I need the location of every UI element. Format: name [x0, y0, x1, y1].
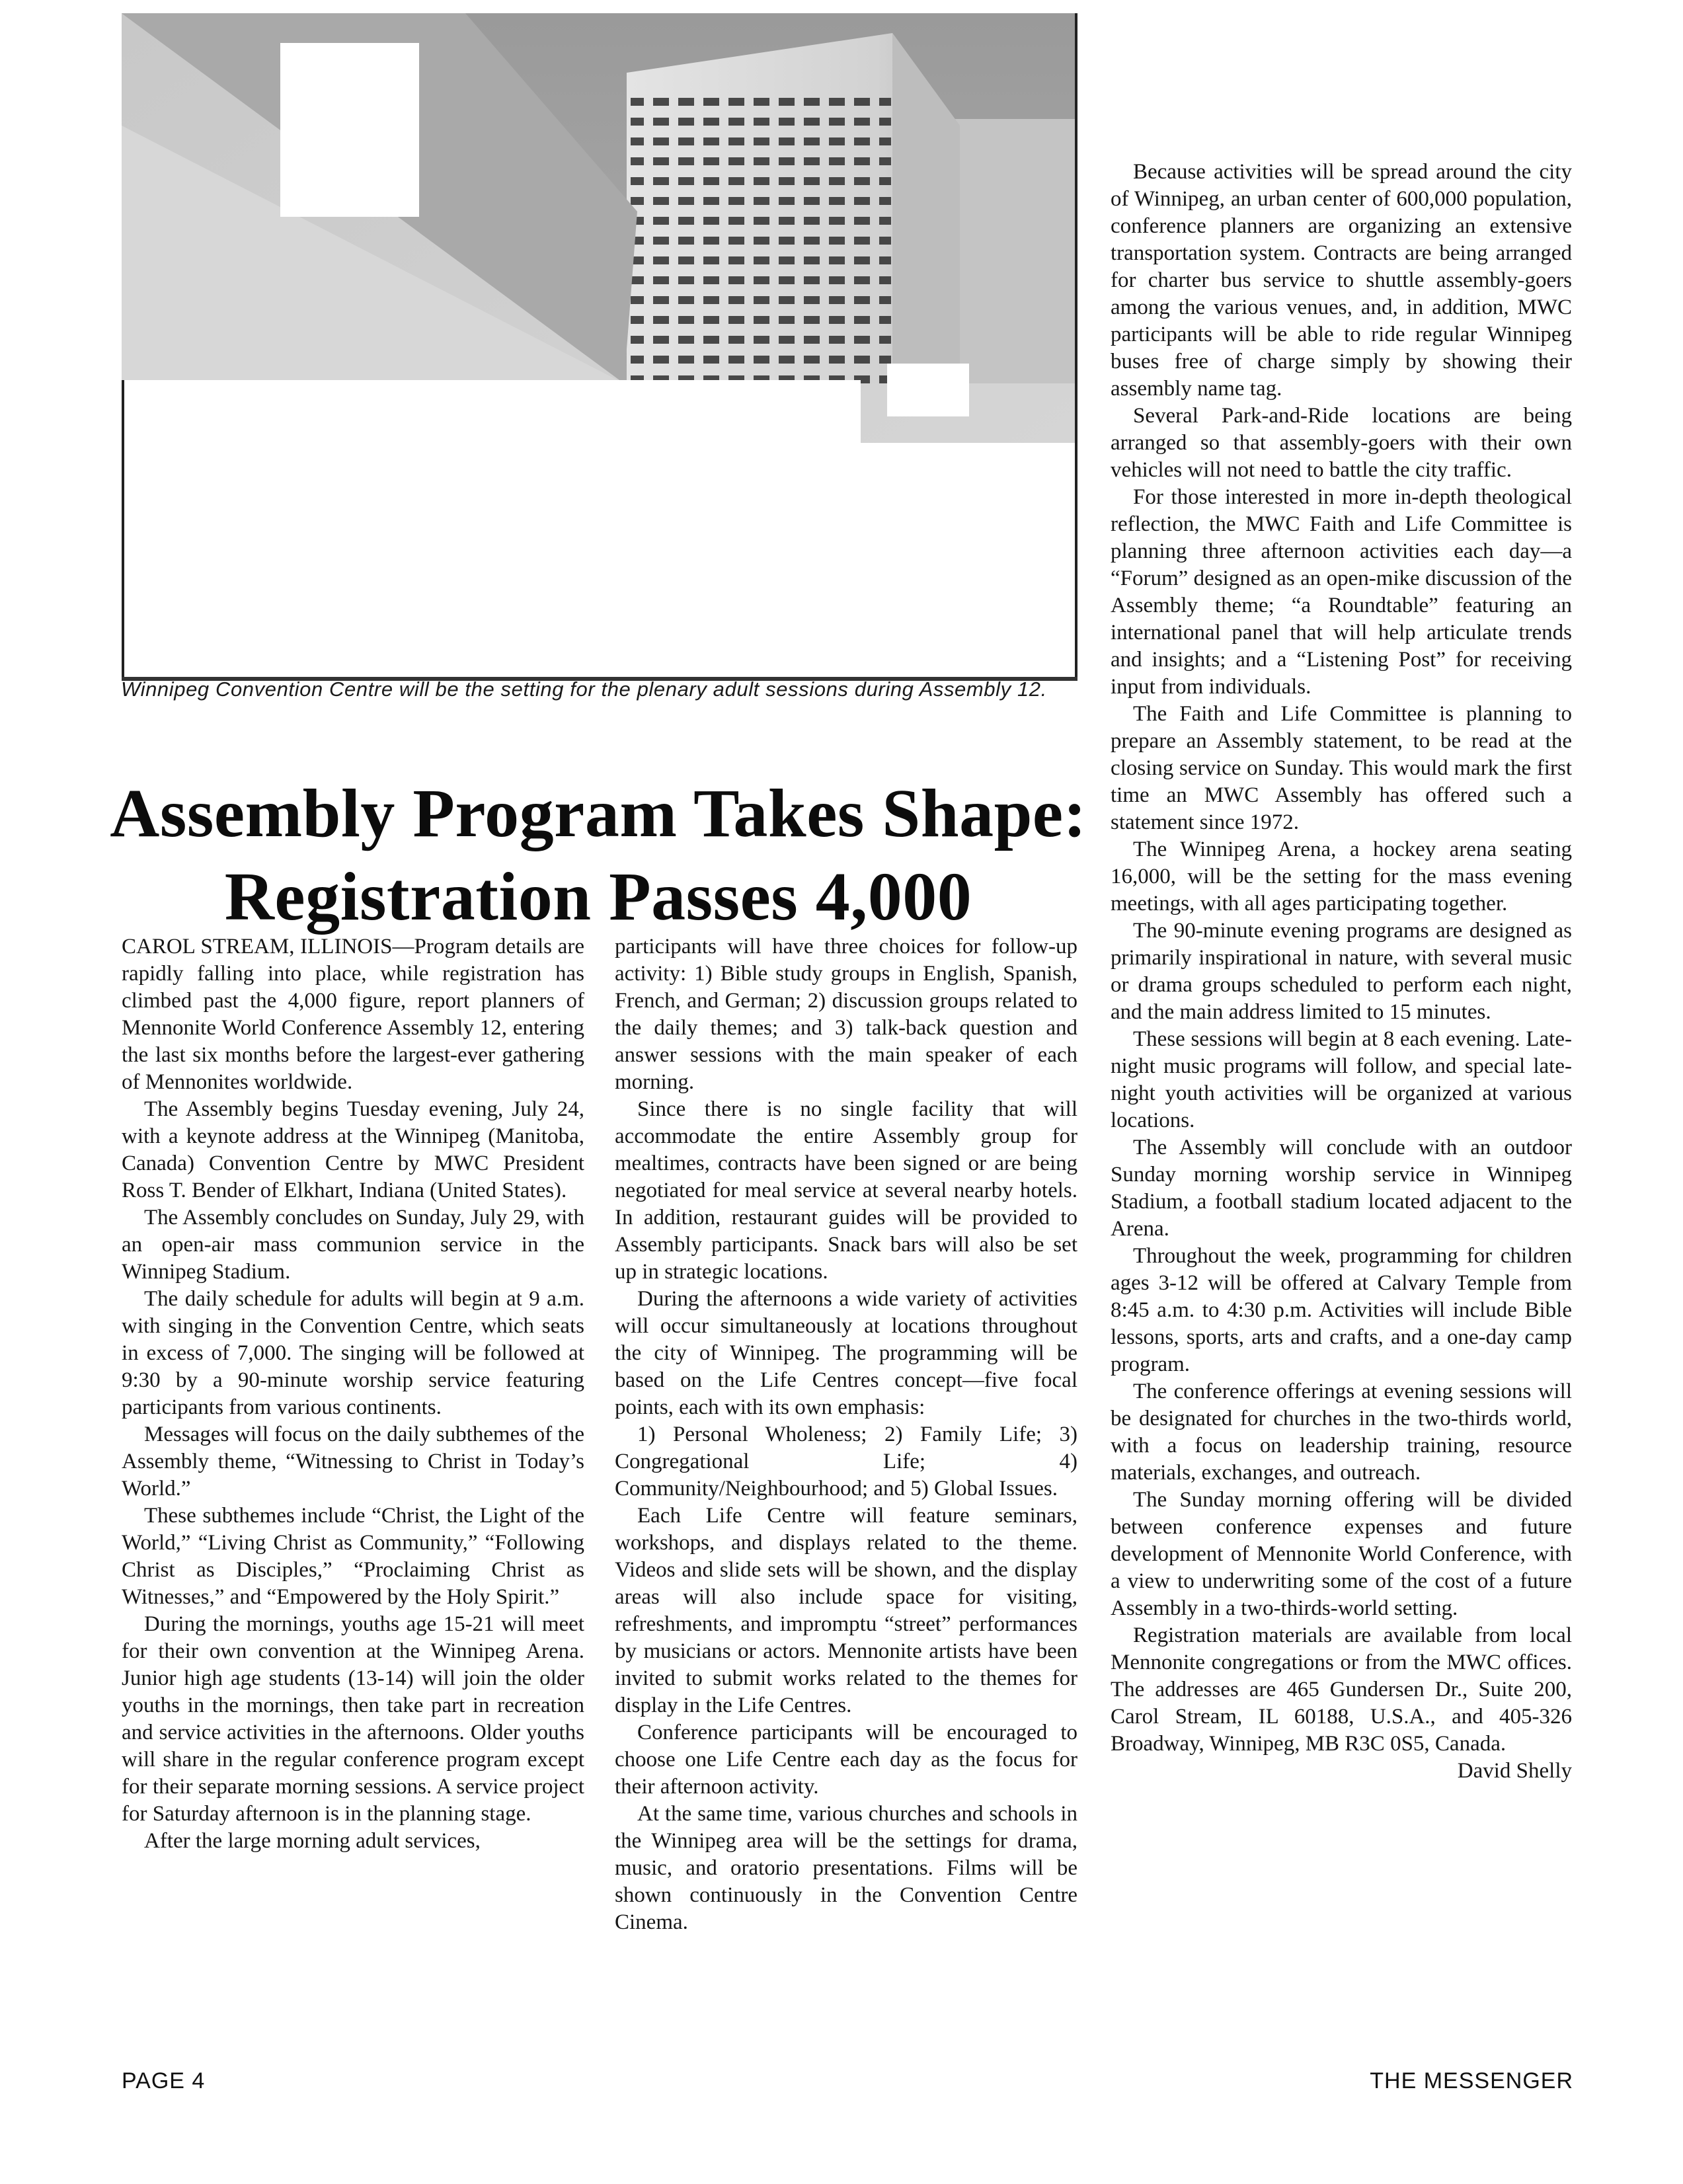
publication-name: THE MESSENGER: [1370, 2068, 1573, 2093]
photo-caption: Winnipeg Convention Centre will be the setting for the plenary adult sessions during Assembly 12.: [121, 678, 1047, 701]
paragraph: At the same time, various churches and schools in the Winnipeg area will be the settings for drama, music, and oratorio presentations. Films will be shown continuously in the Convention Centre Cinema.: [615, 1802, 1077, 1934]
paragraph: During the afternoons a wide variety of activities will occur simultaneously at locations throughout the city of Winnipeg. The programming will be based on the Life Centres concept—five focal points, each with its own emphasis:: [615, 1287, 1077, 1419]
paragraph: Since there is no single facility that will accommodate the entire Assembly group for mealtimes, contracts have been signed or are being negotiated for meal service at several nearby hotels. In addition, restaurant guides will be provided to Assembly participants. Snack bars will also be set up in strategic locations.: [615, 1097, 1077, 1284]
article-column-1: [122, 933, 584, 1855]
paragraph: The 90-minute evening programs are designed as primarily inspirational in nature, with several music or drama groups scheduled to perform each night, and the main address limited to 15 minutes.: [1111, 919, 1572, 1024]
paragraph: The Sunday morning offering will be divided between conference expenses and future development of Mennonite World Conference, with a view to underwriting some of the cost of a future Assembly in a two-thirds-world setting.: [1111, 1488, 1572, 1620]
paragraph: Messages will focus on the daily subthemes of the Assembly theme, “Witnessing to Christ in Today’s World.”: [122, 1423, 584, 1501]
paragraph: The Winnipeg Arena, a hockey arena seating 16,000, will be the setting for the mass evening meetings, with all ages participating together.: [1111, 838, 1572, 916]
paragraph: The Assembly concludes on Sunday, July 29, with an open-air mass communion service in the Winnipeg Stadium.: [122, 1206, 584, 1284]
headline-line-1: Assembly Program Takes Shape:: [110, 775, 1087, 851]
paragraph: These subthemes include “Christ, the Light of the World,” “Living Christ as Community,” “Following Christ as Disciples,” “Proclaiming Christ as Witnesses,” and “Empowered by the Holy Spirit.”: [122, 1504, 584, 1609]
paragraph: Because activities will be spread around the city of Winnipeg, an urban center of 600,000 population, conference planners are organizing an extensive transportation system. Contracts are being arranged for charter bus service to shuttle assembly-goers among the various venues, and, in addition, MWC participants will be able to ride regular Winnipeg buses free of charge simply by showing their assembly name tag.: [1111, 160, 1572, 401]
convention-centre-photo: [122, 13, 1077, 681]
article-column-3: [1111, 159, 1572, 1785]
paragraph: Conference participants will be encouraged to choose one Life Centre each day as the focus for their afternoon activity.: [615, 1721, 1077, 1799]
paragraph: For those interested in more in-depth theological reflection, the MWC Faith and Life Committee is planning three afternoon activities each day—a “Forum” designed as an open-mike discussion of the Assembly theme; “a Roundtable” featuring an international panel that will help articulate trends and insights; and a “Listening Post” for receiving input from individuals.: [1111, 485, 1572, 699]
paragraph: The Faith and Life Committee is planning to prepare an Assembly statement, to be read at the closing service on Sunday. This would mark the first time an MWC Assembly has offered such a statement since 1972.: [1111, 702, 1572, 834]
headline-line-2: Registration Passes 4,000: [224, 859, 972, 935]
article-column-2: [615, 933, 1077, 1936]
paragraph: 1) Personal Wholeness; 2) Family Life; 3) Congregational Life; 4) Community/Neighbourhood; and 5) Global Issues.: [615, 1423, 1077, 1501]
paragraph: The Assembly will conclude with an outdoor Sunday morning worship service in Winnipeg Stadium, a football stadium located adjacent to the Arena.: [1111, 1136, 1572, 1241]
paragraph: The Assembly begins Tuesday evening, July 24, with a keynote address at the Winnipeg (Manitoba, Canada) Convention Centre by MWC President Ross T. Bender of Elkhart, Indiana (United States).: [122, 1097, 584, 1202]
paragraph: Each Life Centre will feature seminars, workshops, and displays related to the theme. Videos and slide sets will be shown, and the display areas will also include space for visiting, refreshments, and impromptu “street” performances by musicians or actors. Mennonite artists have been invited to submit works related to the themes for display in the Life Centres.: [615, 1504, 1077, 1717]
paragraph: During the mornings, youths age 15-21 will meet for their own convention at the Winnipeg Arena. Junior high age students (13-14) will join the older youths in the mornings, then take part in recreation and service activities in the afternoons. Older youths will share in the regular conference program except for their separate morning sessions. A service project for Saturday afternoon is in the planning stage.: [122, 1612, 584, 1826]
paragraph: Throughout the week, programming for children ages 3-12 will be offered at Calvary Temple from 8:45 a.m. to 4:30 p.m. Activities will include Bible lessons, sports, arts and crafts, and a one-day camp program.: [1111, 1244, 1572, 1376]
paragraph: The daily schedule for adults will begin at 9 a.m. with singing in the Convention Centre, which seats in excess of 7,000. The singing will be followed at 9:30 by a 90-minute worship service featuring participants from various continents.: [122, 1287, 584, 1419]
page-number: PAGE 4: [122, 2068, 206, 2093]
paragraph: The conference offerings at evening sessions will be designated for churches in the two-thirds world, with a focus on leadership training, resource materials, exchanges, and outreach.: [1111, 1380, 1572, 1485]
article-headline: [99, 772, 1097, 939]
byline: David Shelly: [1457, 1759, 1572, 1783]
paragraph: Registration materials are available from local Mennonite congregations or from the MWC offices. The addresses are 465 Gundersen Dr., Suite 200, Carol Stream, IL 60188, U.S.A., and 405-326 Broadway, Winnipeg, MB R3C 0S5, Canada.: [1111, 1623, 1572, 1756]
paragraph: These sessions will begin at 8 each evening. Late-night music programs will follow, and special late-night youth activities will be organized at various locations.: [1111, 1027, 1572, 1132]
paragraph: Several Park-and-Ride locations are being arranged so that assembly-goers with their own vehicles will not need to battle the city traffic.: [1111, 404, 1572, 482]
paragraph: participants will have three choices for follow-up activity: 1) Bible study groups in English, Spanish, French, and German; 2) discussion groups related to the daily themes; and 3) talk-back question and answer sessions with the main speaker of each morning.: [615, 935, 1077, 1094]
paragraph: CAROL STREAM, ILLINOIS—Program details are rapidly falling into place, while registration has climbed past the 4,000 figure, report planners of Mennonite World Conference Assembly 12, entering the last six months before the largest-ever gathering of Mennonites worldwide.: [122, 935, 584, 1094]
paragraph: After the large morning adult services,: [144, 1829, 481, 1853]
